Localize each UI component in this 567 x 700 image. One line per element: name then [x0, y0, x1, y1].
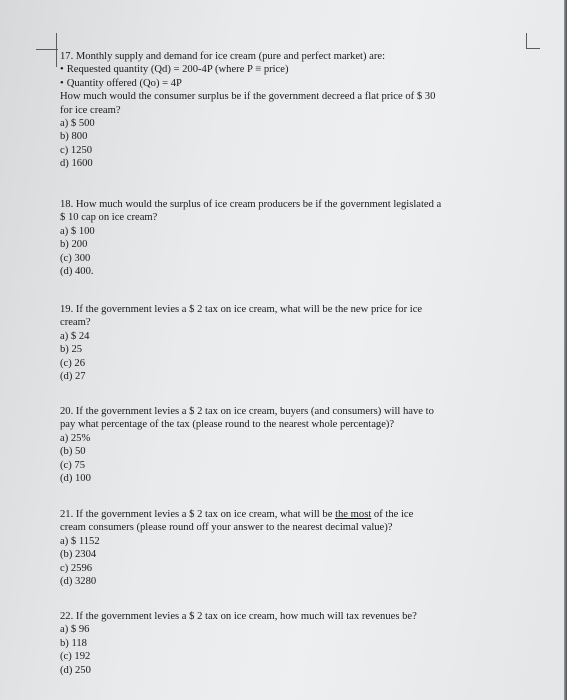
question-19-stem: 19. If the government levies a $ 2 tax on ice cream, what will be the new price for ice	[60, 304, 423, 315]
question-17-option-c: c) 1250	[60, 144, 93, 156]
question-20-option-a: a) 25%	[60, 432, 91, 444]
question-21-stem-end: of the ice	[373, 509, 414, 520]
question-21-underlined: the most	[335, 509, 372, 520]
question-18-option-c: (c) 300	[60, 252, 91, 264]
question-17-option-a: a) $ 500	[60, 118, 95, 130]
question-19-option-a: a) $ 24	[60, 330, 90, 342]
question-21	[60, 508, 530, 588]
question-20-option-c: (c) 75	[60, 459, 85, 471]
question-18-stem: 18. How much would the surplus of ice cream producers be if the government legislated a	[60, 199, 442, 210]
question-21-stem-cont: cream consumers (please round off your answer to the nearest decimal value)?	[60, 522, 393, 534]
question-21-option-a: a) $ 1152	[60, 535, 100, 547]
question-21-stem	[60, 508, 530, 521]
question-22-option-d: (d) 250	[60, 664, 91, 676]
question-17-stem: 17. Monthly supply and demand for ice cream (pure and perfect market) are:	[60, 51, 386, 62]
question-19-stem-cont: cream?	[60, 317, 91, 329]
question-17-option-d: d) 1600	[60, 158, 93, 170]
question-17-option-b: b) 800	[60, 131, 88, 143]
question-18	[60, 198, 530, 278]
question-19	[60, 303, 530, 383]
question-20	[60, 405, 530, 485]
crop-mark-top-right	[526, 33, 527, 49]
question-21-option-b: (b) 2304	[60, 549, 97, 561]
crop-mark-top-right-horizontal	[526, 48, 540, 49]
question-18-option-b: b) 200	[60, 239, 88, 251]
question-19-option-b: b) 25	[60, 344, 83, 356]
question-22-stem: 22. If the government levies a $ 2 tax on ice cream, how much will tax revenues be?	[60, 611, 417, 622]
question-17-supply: • Quantity offered (Qo) = 4P	[60, 77, 530, 90]
question-21-option-c: c) 2596	[60, 562, 93, 574]
crop-mark-top-left	[36, 49, 58, 50]
question-22-option-b: b) 118	[60, 637, 87, 649]
question-20-option-d: (d) 100	[60, 473, 91, 485]
question-21-stem-start: 21. If the government levies a $ 2 tax on ice cream, what will be	[60, 509, 333, 520]
question-18-option-a: a) $ 100	[60, 225, 95, 237]
question-19-option-d: (d) 27	[60, 371, 86, 383]
question-17-text: How much would the consumer surplus be if the government decreed a flat price of $ 30	[60, 91, 436, 103]
question-17-demand: • Requested quantity (Qd) = 200-4P (where P ≡ price)	[60, 63, 530, 76]
question-20-option-b: (b) 50	[60, 446, 86, 458]
question-20-stem-cont: pay what percentage of the tax (please round to the nearest whole percentage)?	[60, 419, 395, 431]
question-22-option-c: (c) 192	[60, 651, 91, 663]
question-20-stem: 20. If the government levies a $ 2 tax on ice cream, buyers (and consumers) will have to	[60, 406, 434, 417]
question-22-option-a: a) $ 96	[60, 624, 90, 636]
question-18-stem-cont: $ 10 cap on ice cream?	[60, 212, 158, 224]
crop-mark-top-left-vertical	[56, 33, 57, 67]
question-21-option-d: (d) 3280	[60, 576, 97, 588]
question-19-option-c: (c) 26	[60, 357, 85, 369]
question-17	[60, 50, 530, 171]
question-17-text-cont: for ice cream?	[60, 104, 121, 116]
question-18-option-d: (d) 400.	[60, 266, 94, 278]
question-22	[60, 610, 530, 677]
